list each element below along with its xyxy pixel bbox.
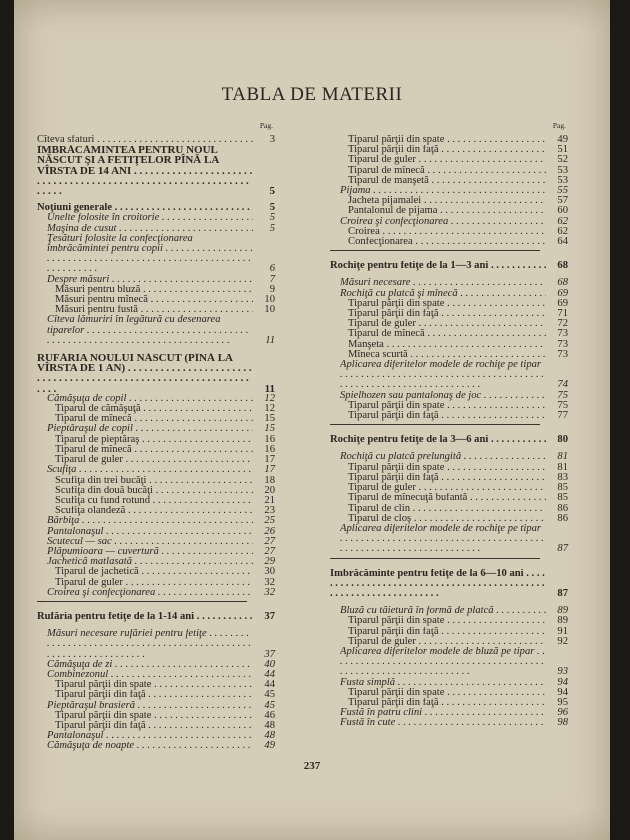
toc-entry-page: 81 [557, 461, 568, 473]
toc-entry-title: Rochiţe pentru fetiţe de la 1—3 ani . . . [330, 261, 546, 271]
toc-entry-title: Scufiţa din trei bucăţi . . . [55, 476, 253, 486]
toc-entry [37, 567, 275, 577]
toc-entry-title: Tiparul de guler . . . [55, 455, 253, 465]
toc-entry-page: 75 [557, 389, 568, 401]
toc-entry-page: 44 [264, 679, 275, 691]
toc-entry [330, 261, 568, 271]
toc-entry-page: 74 [557, 379, 568, 391]
toc-entry-title: Manşeta . . . [348, 340, 546, 350]
toc-entry [330, 391, 568, 401]
toc-entry-page: 87 [557, 543, 568, 555]
toc-entry-title: Aplicarea diferitelor modele de bluză pe tipar . . . [340, 647, 546, 678]
toc-entry-page: 49 [264, 740, 275, 752]
toc-entry [37, 404, 275, 414]
toc-column-left [37, 121, 275, 752]
spacer [330, 562, 568, 569]
toc-entry [37, 234, 275, 275]
toc-entry [37, 537, 275, 547]
toc-entry-title: Cîteva sfaturi . . . [37, 135, 253, 145]
toc-entry-page: 6 [269, 263, 275, 275]
toc-entry [330, 718, 568, 728]
toc-entry-page: 77 [557, 410, 568, 422]
toc-entry-page: 55 [557, 185, 568, 197]
toc-entry-page: 95 [557, 696, 568, 708]
toc-entry-page: 11 [265, 334, 275, 346]
section-divider [330, 558, 540, 559]
toc-entry [330, 176, 568, 186]
toc-entry-title: Tiparul părţii din faţă . . . [348, 627, 546, 637]
toc-entry-page: 21 [264, 494, 275, 506]
toc-entry [37, 145, 275, 196]
toc-entry [37, 516, 275, 526]
toc-entry-title: Tiparul părţii din spate . . . [348, 401, 546, 411]
toc-entry-page: 73 [557, 348, 568, 360]
toc-entry [37, 701, 275, 711]
toc-entry-page: 5 [269, 212, 275, 224]
toc-entry [37, 506, 275, 516]
toc-entry [37, 295, 275, 305]
toc-entry [330, 155, 568, 165]
toc-entry [330, 514, 568, 524]
spacer [330, 254, 568, 261]
pag-header: Pag. [552, 121, 566, 130]
toc-entry-title: Tiparul de guler . . . [348, 483, 546, 493]
toc-entry-page: 53 [557, 174, 568, 186]
toc-entry [330, 698, 568, 708]
toc-entry-page: 32 [264, 576, 275, 588]
toc-entry-page: 20 [264, 484, 275, 496]
toc-entry [330, 135, 568, 145]
toc-entry [330, 616, 568, 626]
toc-entry-page: 45 [264, 689, 275, 701]
toc-entry-title: Rochiţe pentru fetiţe de la 3—6 ani . . . [330, 435, 546, 445]
toc-entry-page: 86 [557, 502, 568, 514]
toc-entry-page: 12 [264, 403, 275, 415]
toc-entry [330, 524, 568, 555]
toc-entry-title: ÎMBRĂCĂMINTEA PENTRU NOUL NĂSCUT ŞI A FETIŢELOR PÎNĂ LA VÎRSTA DE 14 ANI . . . [37, 145, 253, 196]
toc-entry-page: 37 [264, 648, 275, 660]
toc-entry [37, 680, 275, 690]
toc-entry-page: 68 [557, 277, 568, 289]
spacer [37, 622, 275, 629]
toc-entry-title: Tiparul de pieptăraş . . . [55, 435, 253, 445]
toc-entry [37, 721, 275, 731]
toc-entry [37, 445, 275, 455]
toc-entry-page: 60 [557, 205, 568, 217]
toc-entry-title: Tiparul părţii din spate . . . [348, 616, 546, 626]
toc-entry-title: Cămăşuţa de copil . . . [47, 394, 253, 404]
toc-entry-page: 69 [557, 287, 568, 299]
toc-entry-page: 46 [264, 709, 275, 721]
toc-entry-page: 25 [264, 515, 275, 527]
toc-entry-page: 26 [264, 525, 275, 537]
toc-entry [330, 350, 568, 360]
toc-entry-title: Rufăria pentru fetiţe de la 1-14 ani . . . [37, 612, 253, 622]
toc-entry-title: Plăpumioara — cuvertură . . . [47, 547, 253, 557]
toc-entry [330, 493, 568, 503]
toc-entry [330, 435, 568, 445]
toc-entry-title: Tiparul de manşetă . . . [348, 176, 546, 186]
toc-entry-page: 96 [557, 707, 568, 719]
toc-entry-title: Cămăşuţa de noapte . . . [47, 741, 253, 751]
toc-entry [330, 309, 568, 319]
spacer [330, 428, 568, 435]
section-divider [330, 250, 540, 251]
toc-entry-page: 27 [264, 545, 275, 557]
toc-entry [330, 483, 568, 493]
toc-entry-page: 89 [557, 615, 568, 627]
toc-entry-title: Tiparul de guler . . . [348, 155, 546, 165]
toc-entry-title: Pantalonaşul . . . [47, 527, 253, 537]
toc-entry [330, 340, 568, 350]
toc-entry-title: Tiparul de mînecă . . . [348, 166, 546, 176]
toc-entry-title: Tiparul de mînecă . . . [55, 445, 253, 455]
toc-entry [330, 237, 568, 247]
toc-entry-title: Unelte folosite în croitorie . . . [47, 213, 253, 223]
toc-entry-title: Pantalonul de pijama . . . [348, 206, 546, 216]
toc-entry-title: Rochiţă cu platcă prelungită . . . [340, 452, 546, 462]
toc-entry [37, 731, 275, 741]
toc-entry-title: Tiparul părţii din spate . . . [348, 463, 546, 473]
toc-entry-page: 89 [557, 605, 568, 617]
pag-header: Pag. [259, 121, 273, 130]
toc-entry-title: Măsuri pentru fustă . . . [55, 305, 253, 315]
toc-entry-page: 81 [557, 451, 568, 463]
toc-entry [330, 473, 568, 483]
toc-entry-title: Măsuri pentru bluză . . . [55, 285, 253, 295]
toc-entry-page: 52 [557, 154, 568, 166]
toc-entry-page: 17 [264, 454, 275, 466]
spacer [37, 346, 275, 353]
toc-entry-page: 44 [264, 668, 275, 680]
toc-entry [330, 463, 568, 473]
toc-entry-title: Tiparul de guler . . . [55, 578, 253, 588]
toc-entry [37, 213, 275, 223]
toc-entry-page: 5 [269, 202, 275, 214]
toc-entry-title: Croirea şi confecţionarea . . . [340, 217, 546, 227]
toc-entry [330, 637, 568, 647]
toc-entry-title: Bărbiţa . . . [47, 516, 253, 526]
toc-entry [37, 741, 275, 751]
toc-entry-page: 7 [269, 273, 275, 285]
toc-entry-page: 57 [557, 195, 568, 207]
toc-entry-page: 40 [264, 658, 275, 670]
toc-entry [330, 452, 568, 462]
toc-entry-page: 11 [264, 382, 275, 395]
toc-entry-page: 5 [269, 222, 275, 234]
toc-entry [330, 708, 568, 718]
toc-entry [37, 465, 275, 475]
toc-entry [330, 299, 568, 309]
toc-entry-title: Maşina de cusut . . . [47, 224, 253, 234]
toc-entry-title: Tiparul părţii din spate . . . [348, 688, 546, 698]
toc-entry-title: Pieptăraşul brasieră . . . [47, 701, 253, 711]
toc-entry-page: 45 [264, 699, 275, 711]
toc-entry-title: Scufiţa olandeză . . . [55, 506, 253, 516]
toc-entry [37, 435, 275, 445]
toc-entry-title: Ţesături folosite la confecţionarea îmbrăcămintei pentru copii . . . [47, 234, 253, 275]
toc-entry-page: 92 [557, 635, 568, 647]
toc-entry-page: 15 [264, 413, 275, 425]
toc-entry-title: Tiparul de cămăşuţă . . . [55, 404, 253, 414]
toc-entry [37, 711, 275, 721]
toc-entry-page: 62 [557, 225, 568, 237]
section-divider [37, 601, 247, 602]
toc-entry-title: Bluză cu tăietură în formă de platcă . . . [340, 606, 546, 616]
toc-entry-page: 23 [264, 505, 275, 517]
toc-entry [37, 557, 275, 567]
toc-entry [37, 455, 275, 465]
toc-entry-title: Rochiţă cu platcă şi mînecă . . . [340, 289, 546, 299]
toc-entry-title: Scufiţa . . . [47, 465, 253, 475]
toc-entry [330, 186, 568, 196]
spacer [37, 196, 275, 203]
spacer [37, 605, 275, 612]
toc-entry-page: 30 [264, 566, 275, 578]
toc-entry-page: 98 [557, 717, 568, 729]
toc-entry-title: Scufiţa din două bucăţi . . . [55, 486, 253, 496]
toc-entry-title: Confecţionarea . . . [348, 237, 546, 247]
toc-entry-title: Măsuri pentru mînecă . . . [55, 295, 253, 305]
toc-entry-page: 64 [557, 236, 568, 248]
toc-entry [330, 196, 568, 206]
toc-entry-title: Noţiuni generale . . . [37, 203, 253, 213]
toc-entry [37, 476, 275, 486]
toc-entry-page: 48 [264, 719, 275, 731]
page-number: 237 [303, 760, 321, 772]
toc-entry [330, 217, 568, 227]
toc-entry-page: 72 [557, 318, 568, 330]
toc-entry-title: Tiparul de clin . . . [348, 504, 546, 514]
toc-entry-title: Combinezonul . . . [47, 670, 253, 680]
toc-entry [330, 504, 568, 514]
toc-entry-title: Tiparul de cloş . . . [348, 514, 546, 524]
toc-entry-title: Jacheta pijamalei . . . [348, 196, 546, 206]
toc-entry-page: 80 [557, 434, 568, 446]
toc-entry [330, 401, 568, 411]
toc-entry [37, 690, 275, 700]
toc-entry [330, 647, 568, 678]
toc-entry-title: Tiparul părţii din faţă . . . [55, 690, 253, 700]
toc-entry-title: Fusta simplă . . . [340, 678, 546, 688]
toc-entry-page: 12 [264, 392, 275, 404]
toc-entry [330, 627, 568, 637]
toc-entry-page: 91 [557, 625, 568, 637]
toc-entry-title: Scufiţa cu fund rotund . . . [55, 496, 253, 506]
toc-entry [37, 414, 275, 424]
toc-entry [37, 203, 275, 213]
toc-entry [37, 135, 275, 145]
toc-entry [330, 145, 568, 155]
toc-entry-title: Tiparul părţii din faţă . . . [348, 411, 546, 421]
toc-entry-page: 69 [557, 297, 568, 309]
toc-entry-title: Tiparul părţii din spate . . . [55, 680, 253, 690]
toc-entry-page: 10 [264, 294, 275, 306]
toc-entry [37, 629, 275, 660]
toc-entry-title: Tiparul de mînecuţă bufantă . . . [348, 493, 546, 503]
toc-entry-title: Tiparul de jachetică . . . [55, 567, 253, 577]
toc-entry-page: 15 [264, 423, 275, 435]
section-divider [330, 424, 540, 425]
toc-entry-page: 48 [264, 730, 275, 742]
toc-entry-page: 29 [264, 556, 275, 568]
toc-entry [330, 569, 568, 600]
toc-entry-title: RUFĂRIA NOULUI NĂSCUT (PÎNĂ LA VÎRSTA DE 1 AN) . . . [37, 353, 253, 394]
toc-entry-page: 17 [264, 464, 275, 476]
page-title: TABLA DE MATERII [221, 84, 403, 105]
toc-entry-title: Spielhozen sau pantalonaş de joc . . . [340, 391, 546, 401]
toc-entry-title: Cămăşuţa de zi . . . [47, 660, 253, 670]
toc-entry-title: Tiparul părţii din faţă . . . [55, 721, 253, 731]
toc-entry [330, 227, 568, 237]
toc-entry [37, 305, 275, 315]
spacer [330, 599, 568, 606]
toc-entry-page: 5 [269, 185, 275, 198]
toc-entry-title: Tiparul părţii din spate . . . [348, 299, 546, 309]
toc-entry-page: 53 [557, 164, 568, 176]
toc-entry [37, 315, 275, 346]
toc-entry-title: Tiparul de mînecă . . . [55, 414, 253, 424]
toc-entry [330, 606, 568, 616]
toc-entry-page: 94 [557, 686, 568, 698]
toc-entry-title: Fustă în cute . . . [340, 718, 546, 728]
toc-entry-page: 62 [557, 215, 568, 227]
spacer [330, 271, 568, 278]
toc-entry [37, 612, 275, 622]
toc-entry-title: Măsuri necesare . . . [340, 278, 546, 288]
toc-entry [37, 275, 275, 285]
toc-entry-title: Tiparul părţii din faţă . . . [348, 145, 546, 155]
toc-entry-page: 86 [557, 512, 568, 524]
toc-entry [37, 353, 275, 394]
toc-entry-title: Scutecul — sac . . . [47, 537, 253, 547]
spacer [330, 445, 568, 452]
toc-entry-page: 16 [264, 443, 275, 455]
toc-entry-page: 27 [264, 535, 275, 547]
toc-entry-title: Jachetică matlasată . . . [47, 557, 253, 567]
toc-entry-page: 37 [264, 610, 275, 622]
toc-entry-page: 83 [557, 471, 568, 483]
toc-entry-page: 18 [264, 474, 275, 486]
toc-entry-title: Îmbrăcăminte pentru fetiţe de la 6—10 ani . . . [330, 569, 546, 600]
toc-entry [37, 496, 275, 506]
toc-entry [330, 678, 568, 688]
toc-entry [330, 688, 568, 698]
toc-entry-title: Aplicarea diferitelor modele de rochiţe pe tipar . . . [340, 524, 546, 555]
toc-entry-title: Pijama . . . [340, 186, 546, 196]
toc-entry-page: 71 [557, 308, 568, 320]
toc-entry-page: 32 [264, 586, 275, 598]
toc-entry [37, 224, 275, 234]
toc-entry-title: Tiparul părţii din spate . . . [55, 711, 253, 721]
toc-entry [330, 411, 568, 421]
toc-entry [37, 670, 275, 680]
toc-entry-title: Mîneca scurtă . . . [348, 350, 546, 360]
toc-entry [330, 278, 568, 288]
toc-entry-page: 49 [557, 134, 568, 145]
toc-entry-title: Tiparul părţii din faţă . . . [348, 473, 546, 483]
toc-entry [37, 547, 275, 557]
toc-column-right [330, 121, 568, 729]
toc-entry-title: Croirea . . . [348, 227, 546, 237]
toc-entry-page: 16 [264, 433, 275, 445]
toc-entry-page: 93 [557, 666, 568, 678]
toc-entry-page: 73 [557, 338, 568, 350]
toc-entry [330, 329, 568, 339]
toc-entry-title: Cîteva lămuriri în legătură cu desenarea tiparelor . . . [47, 315, 253, 346]
toc-entry-title: Tiparul părţii din faţă . . . [348, 309, 546, 319]
book-page [14, 0, 610, 840]
toc-entry-title: Despre măsuri . . . [47, 275, 253, 285]
toc-entry-title: Pantalonaşul . . . [47, 731, 253, 741]
toc-entry [330, 289, 568, 299]
toc-entry-page: 85 [557, 492, 568, 504]
toc-entry-page: 3 [269, 134, 275, 145]
toc-entry [37, 394, 275, 404]
toc-entry-title: Tiparul de mînecă . . . [348, 329, 546, 339]
toc-entry [37, 660, 275, 670]
toc-entry [37, 527, 275, 537]
toc-entry-title: Tiparul părţii din spate . . . [348, 135, 546, 145]
toc-entry-page: 87 [557, 587, 568, 599]
toc-entry-title: Fustă în patru clini . . . [340, 708, 546, 718]
toc-entry-page: 68 [557, 260, 568, 272]
toc-entry-title: Aplicarea diferitelor modele de rochiţe pe tipar . . . [340, 360, 546, 391]
toc-entry [37, 424, 275, 434]
toc-entry-page: 94 [557, 676, 568, 688]
toc-entry [37, 285, 275, 295]
toc-entry-title: Croirea şi confecţionarea . . . [47, 588, 253, 598]
toc-entry [330, 360, 568, 391]
toc-entry [37, 578, 275, 588]
toc-entry [37, 588, 275, 598]
toc-entry [330, 206, 568, 216]
toc-entry-page: 85 [557, 482, 568, 494]
toc-entry-page: 51 [557, 144, 568, 156]
toc-entry [37, 486, 275, 496]
toc-entry [330, 319, 568, 329]
toc-entry-title: Pieptăraşul de copil . . . [47, 424, 253, 434]
toc-entry-page: 9 [269, 283, 275, 295]
toc-entry [330, 166, 568, 176]
toc-entry-title: Tiparul părţii din faţă . . . [348, 698, 546, 708]
toc-entry-title: Tiparul de guler . . . [348, 319, 546, 329]
toc-entry-title: Tiparul de guler . . . [348, 637, 546, 647]
toc-entry-title: Măsuri necesare rufăriei pentru fetiţe . . . [47, 629, 253, 660]
toc-entry-page: 10 [264, 304, 275, 316]
toc-entry-page: 73 [557, 328, 568, 340]
toc-entry-page: 75 [557, 399, 568, 411]
